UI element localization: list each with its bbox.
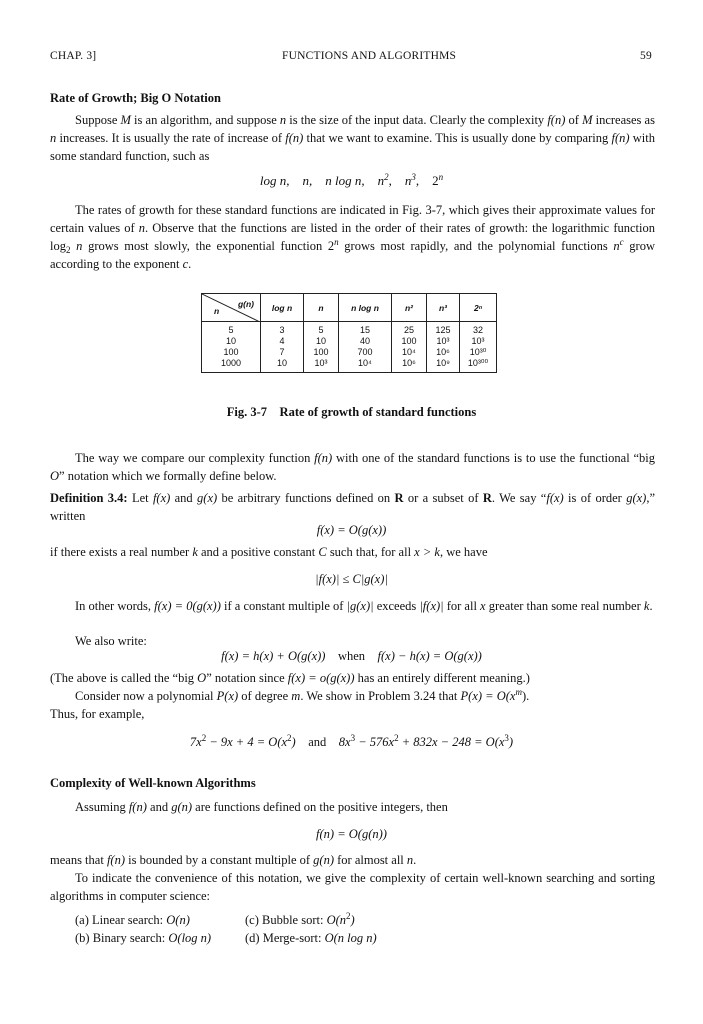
table-header-cell: n log n	[339, 294, 392, 322]
table-header-cell: 2ⁿ	[460, 294, 497, 322]
paragraph-intro: Suppose M is an algorithm, and suppose n is the size of the input data. Clearly the complexity f(n) of M increases as n increases. It is usually the rate of increase of f(n) that we want to examine. This is usually done by comparing f(n) with some standard function, such as	[50, 113, 655, 163]
table-row	[202, 347, 497, 358]
definition-3-4: Definition 3.4: Let f(x) and g(x) be arbitrary functions defined on R or a subset of R. We say “f(x) is of order g(x),” written	[50, 491, 655, 523]
table-cell: 5	[304, 322, 339, 337]
table-row	[202, 358, 497, 373]
equation-abs-bound: |f(x)| ≤ C|g(x)|	[315, 572, 388, 586]
chapter-label: CHAP. 3]	[50, 50, 97, 62]
equation-fn-big-o-gn: f(n) = O(g(n))	[316, 827, 387, 841]
table-row	[202, 322, 497, 337]
table-cell: 10⁶	[427, 347, 460, 358]
table-cell: 40	[339, 336, 392, 347]
table-cell: 10³⁰⁰	[460, 358, 497, 373]
equation-f-equals-big-o: f(x) = O(g(x))	[316, 523, 387, 537]
table-cell: 10³⁰	[460, 347, 497, 358]
table-row	[202, 336, 497, 347]
section-heading-big-o: Rate of Growth; Big O Notation	[50, 91, 221, 105]
table-cell: 32	[460, 322, 497, 337]
table-cell: 10⁴	[339, 358, 392, 373]
table-cell: 10³	[427, 336, 460, 347]
table-cell: 100	[392, 336, 427, 347]
table-header-cell: n³	[427, 294, 460, 322]
paragraph-polynomial: Consider now a polynomial P(x) of degree m. We show in Problem 3.24 that $P(x) = O(x^m)$.	[75, 687, 530, 703]
standard-functions-list: log n, n, n log n, $n^2$, $n^3$, 2$^n$	[259, 172, 444, 188]
paragraph-assuming: Assuming f(n) and g(n) are functions defined on the positive integers, then	[75, 800, 448, 814]
list-item-linear-search: (a) Linear search: O(n)	[75, 913, 190, 927]
paragraph-thus-for-example: Thus, for example,	[50, 707, 145, 721]
paragraph-we-also-write: We also write:	[75, 634, 147, 648]
page-number: 59	[640, 50, 652, 62]
table-cell: 5	[202, 322, 261, 337]
list-item-binary-search: (b) Binary search: O(log n)	[75, 931, 212, 945]
corner-label-gn: g(n)	[237, 299, 254, 309]
table-header-cell: n	[304, 294, 339, 322]
paragraph-bounded: means that f(n) is bounded by a constant multiple of g(n) for almost all n.	[50, 853, 417, 867]
running-title: FUNCTIONS AND ALGORITHMS	[282, 50, 457, 62]
table-cell: 1000	[202, 358, 261, 373]
table-cell: 10	[202, 336, 261, 347]
table-cell: 700	[339, 347, 392, 358]
table-cell: 10⁶	[392, 358, 427, 373]
table-cell: 15	[339, 322, 392, 337]
table-cell: 10³	[304, 358, 339, 373]
table-cell: 10³	[460, 336, 497, 347]
paragraph-in-other-words: In other words, f(x) = 0(g(x)) if a constant multiple of |g(x)| exceeds |f(x)| for all x greater than some real number k.	[75, 599, 653, 613]
table-cell: 25	[392, 322, 427, 337]
paragraph-big-o-intro: The way we compare our complexity function f(n) with one of the standard functions is to use the functional “big O” notation which we formally define below.	[50, 451, 656, 483]
table-cell: 10⁴	[392, 347, 427, 358]
paragraph-rates: The rates of growth for these standard functions are indicated in Fig. 3-7, which gives their approximate values for certain values of n. Observe that the functions are listed in the order of their rates of growth: the logarithmic function $\log_2 n$ grows most slowly, the exponential function 2$^n$ grows most rapidly, and the polynomial functions $n^c$ grow according to the exponent c.	[50, 203, 655, 271]
paragraph-convenience: To indicate the convenience of this notation, we give the complexity of certain well-known searching and sorting algorithms in computer science:	[50, 871, 655, 903]
equation-polynomial-examples: $7x^2 - 9x + 4 = O(x^2)$ and $8x^3 - 576x^2 + 832x - 248 = O(x^3)$	[189, 733, 514, 749]
table-cell: 4	[261, 336, 304, 347]
table-cell: 125	[427, 322, 460, 337]
paragraph-little-o-note: (The above is called the “big O” notation since f(x) = o(g(x)) has an entirely different meaning.)	[50, 671, 530, 685]
table-cell: 10⁹	[427, 358, 460, 373]
table-cell: 7	[261, 347, 304, 358]
corner-label-n: n	[214, 306, 220, 316]
table-header-cell: n²	[392, 294, 427, 322]
section-heading-complexity: Complexity of Well-known Algorithms	[50, 776, 256, 790]
table-cell: 100	[304, 347, 339, 358]
table-header-cell: log n	[261, 294, 304, 322]
equation-h-plus-big-o: f(x) = h(x) + O(g(x)) when f(x) − h(x) = O(g(x))	[221, 649, 482, 663]
table-cell: 100	[202, 347, 261, 358]
table-corner-cell	[202, 294, 261, 322]
paragraph-exists-k: if there exists a real number k and a positive constant C such that, for all x > k, we have	[50, 545, 488, 559]
figure-caption: Fig. 3-7 Rate of growth of standard functions	[226, 405, 477, 419]
table-cell: 10	[304, 336, 339, 347]
table-cell: 3	[261, 322, 304, 337]
list-item-merge-sort: (d) Merge-sort: O(n log n)	[245, 931, 377, 945]
growth-table	[201, 293, 497, 373]
table-cell: 10	[261, 358, 304, 373]
list-item-bubble-sort: (c) Bubble sort: $O(n^2)$	[245, 911, 355, 927]
